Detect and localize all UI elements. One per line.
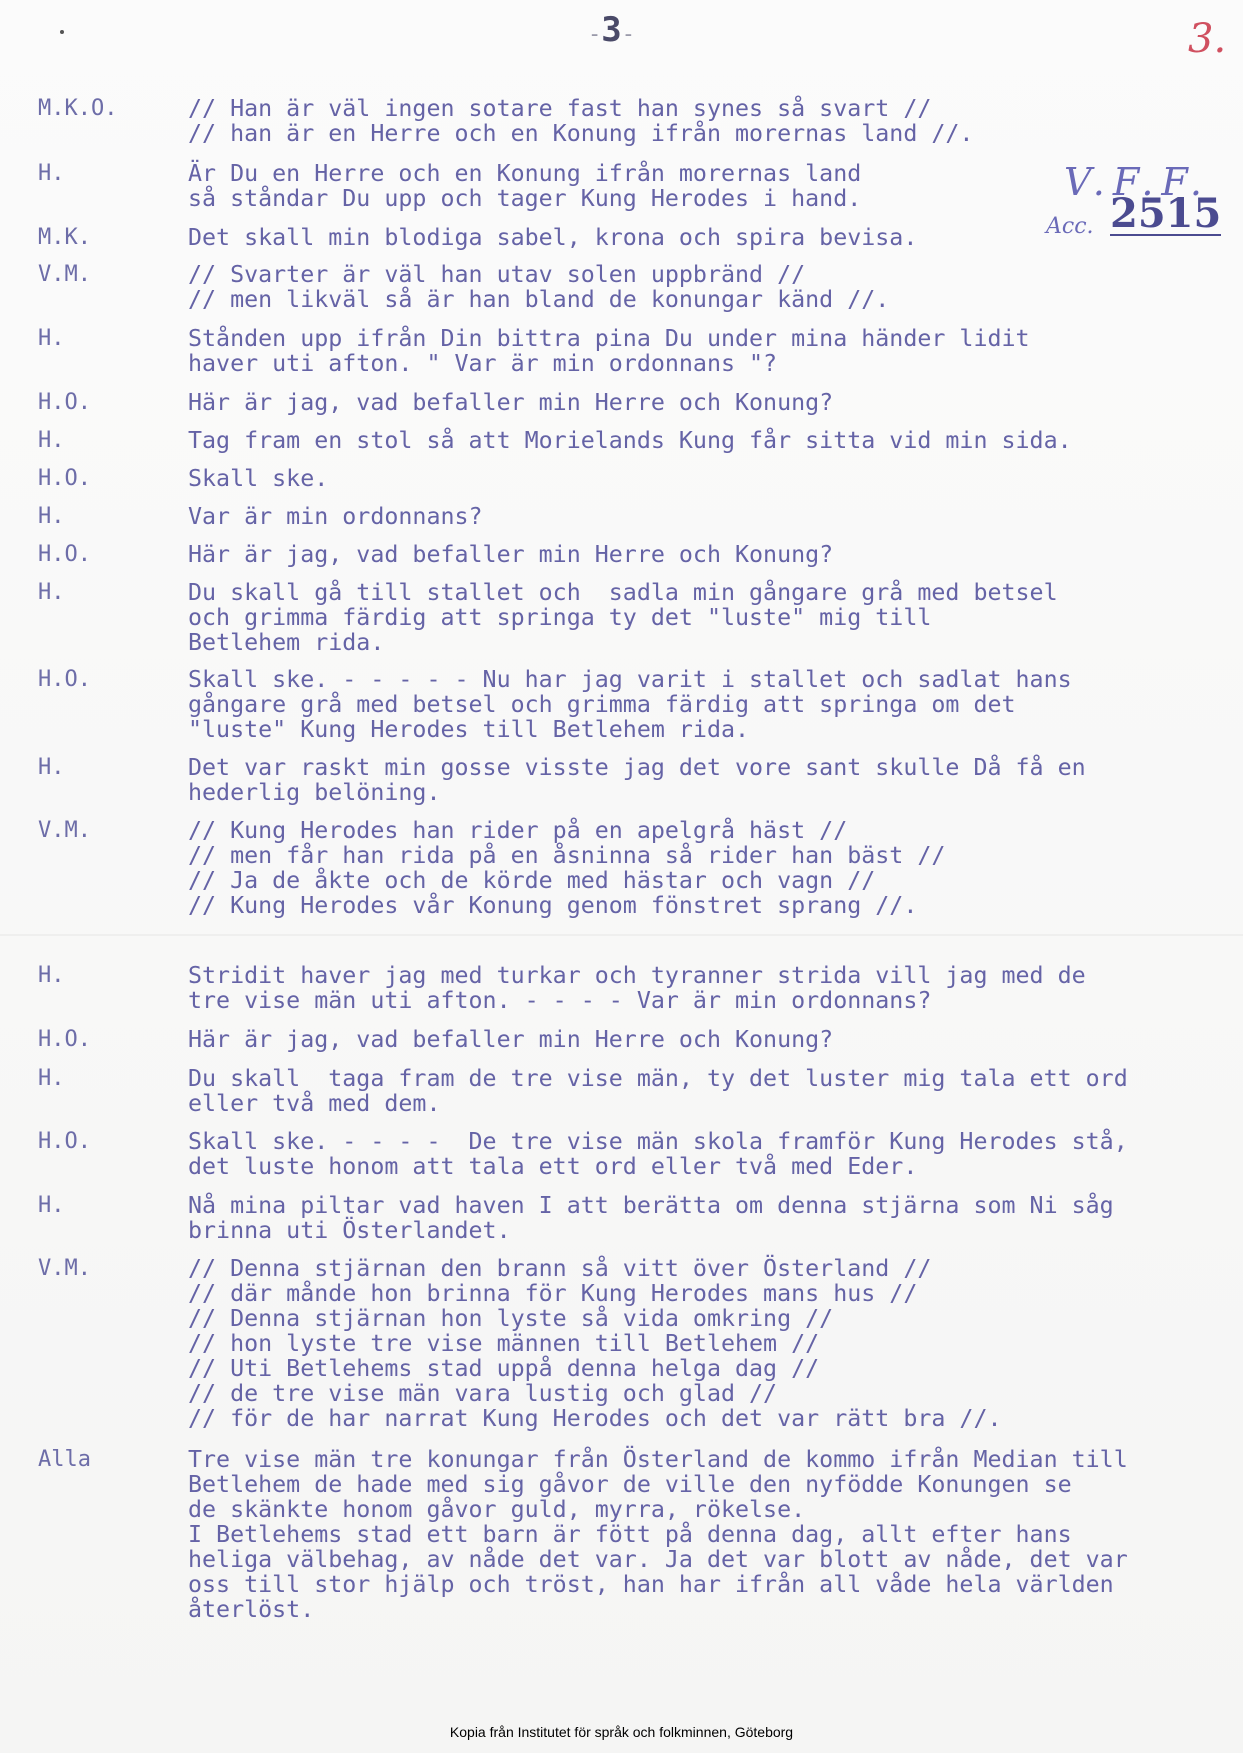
dialogue-text — [188, 1129, 1128, 1179]
text-line: hederlig belöning. — [188, 779, 441, 806]
text-line: Skall ske. — [188, 465, 329, 492]
text-line: // Han är väl ingen sotare fast han synes så svart // — [188, 95, 932, 122]
dialogue-text — [188, 504, 483, 529]
text-line: // Ja de åkte och de körde med hästar och vagn // — [188, 867, 876, 894]
text-line: Tag fram en stol så att Morielands Kung får sitta vid min sida. — [188, 427, 1072, 454]
text-line: så ståndar Du upp och tager Kung Herodes i hand. — [188, 185, 862, 212]
dialogue-text — [188, 755, 1086, 805]
text-line: Stånden upp ifrån Din bittra pina Du under mina händer lidit — [188, 325, 1030, 352]
corner-page-number: 3. — [1188, 16, 1227, 62]
speaker-label: H. — [38, 504, 65, 529]
text-line: och grimma färdig att springa ty det "luste" mig till — [188, 604, 932, 631]
stamp-acc: Acc. — [1046, 214, 1094, 239]
speaker-label: H.O. — [38, 1129, 91, 1154]
speaker-label: H. — [38, 326, 65, 351]
text-line: Betlehem de hade med sig gåvor de ville den nyfödde Konungen se — [188, 1471, 1072, 1498]
text-line: // men får han rida på en åsninna så rider han bäst // — [188, 842, 946, 869]
page-number — [588, 10, 635, 50]
speaker-label: V.M. — [38, 262, 91, 287]
text-line: Är Du en Herre och en Konung ifrån morernas land — [188, 160, 862, 187]
text-line: gångare grå med betsel och grimma färdig att springa om det — [188, 691, 1016, 718]
speaker-label: H.O. — [38, 1027, 91, 1052]
speaker-label: H. — [38, 1066, 65, 1091]
text-line: Här är jag, vad befaller min Herre och Konung? — [188, 1026, 834, 1053]
dialogue-text — [188, 1066, 1128, 1116]
text-line: Skall ske. - - - - - Nu har jag varit i stallet och sadlat hans — [188, 666, 1072, 693]
text-line: I Betlehems stad ett barn är fött på denna dag, allt efter hans — [188, 1521, 1072, 1548]
page-number-dash-right: - — [621, 22, 635, 47]
text-line: // för de har narrat Kung Herodes och det var rätt bra //. — [188, 1405, 1002, 1432]
dialogue-text — [188, 1447, 1128, 1622]
text-line: brinna uti Österlandet. — [188, 1217, 511, 1244]
dialogue-text — [188, 262, 889, 312]
text-line: // Denna stjärnan den brann så vitt över Österland // — [188, 1255, 932, 1282]
archive-footer: Kopia från Institutet för språk och folkminnen, Göteborg — [449, 1724, 794, 1740]
text-line: // hon lyste tre vise männen till Betlehem // — [188, 1330, 820, 1357]
text-line: // han är en Herre och en Konung ifrån morernas land //. — [188, 120, 974, 147]
dialogue-text — [188, 390, 833, 415]
page-number-value: 3 — [601, 10, 622, 50]
text-line: oss till stor hjälp och tröst, han har ifrån all våde hela världen — [188, 1571, 1114, 1598]
speaker-label: H.O. — [38, 390, 91, 415]
text-line: "luste" Kung Herodes till Betlehem rida. — [188, 716, 750, 743]
text-line: Skall ske. - - - - De tre vise män skola framför Kung Herodes stå, — [188, 1128, 1128, 1155]
speaker-label: Alla — [38, 1447, 91, 1472]
text-line: återlöst. — [188, 1596, 315, 1623]
dialogue-text — [188, 225, 917, 250]
speaker-label: H.O. — [38, 466, 91, 491]
dialogue-text — [188, 818, 945, 918]
text-line: // Svarter är väl han utav solen uppbränd // — [188, 261, 806, 288]
speaker-label: H. — [38, 1193, 65, 1218]
speaker-label: V.M. — [38, 1256, 91, 1281]
dialogue-text — [188, 1193, 1114, 1243]
text-line: // Denna stjärnan hon lyste så vida omkring // — [188, 1305, 834, 1332]
text-line: Här är jag, vad befaller min Herre och Konung? — [188, 541, 834, 568]
text-line: Stridit haver jag med turkar och tyranner strida vill jag med de — [188, 962, 1086, 989]
text-line: // men likväl så är han bland de konungar känd //. — [188, 286, 890, 313]
dialogue-text — [188, 428, 1072, 453]
dialogue-text — [188, 96, 973, 146]
text-line: // Uti Betlehems stad uppå denna helga dag // — [188, 1355, 820, 1382]
speaker-label: H.O. — [38, 542, 91, 567]
text-line: Tre vise män tre konungar från Österland de kommo ifrån Median till — [188, 1446, 1128, 1473]
speaker-label: H. — [38, 580, 65, 605]
speaker-label: H. — [38, 963, 65, 988]
text-line: de skänkte honom gåvor guld, myrra, rökelse. — [188, 1496, 806, 1523]
ink-speck — [60, 30, 64, 34]
text-line: // de tre vise män vara lustig och glad // — [188, 1380, 778, 1407]
speaker-label: H.O. — [38, 667, 91, 692]
text-line: Det skall min blodiga sabel, krona och spira bevisa. — [188, 224, 918, 251]
page-number-dash-left: - — [588, 22, 602, 47]
speaker-label: H. — [38, 428, 65, 453]
paper-fold — [0, 934, 1243, 936]
text-line: det luste honom att tala ett ord eller två med Eder. — [188, 1153, 918, 1180]
text-line: tre vise män uti afton. - - - - Var är min ordonnans? — [188, 987, 932, 1014]
archive-stamp — [1040, 160, 1222, 245]
speaker-label: H. — [38, 755, 65, 780]
text-line: // Kung Herodes han rider på en apelgrå häst // — [188, 817, 848, 844]
text-line: Du skall taga fram de tre vise män, ty det luster mig tala ett ord — [188, 1065, 1128, 1092]
text-line: Nå mina piltar vad haven I att berätta om denna stjärna som Ni såg — [188, 1192, 1114, 1219]
dialogue-text — [188, 542, 833, 567]
dialogue-text — [188, 1027, 833, 1052]
text-line: haver uti afton. " Var är min ordonnans "? — [188, 350, 778, 377]
dialogue-text — [188, 466, 328, 491]
speaker-label: H. — [38, 161, 65, 186]
stamp-number: 2515 — [1110, 190, 1222, 237]
text-line: // Kung Herodes vår Konung genom fönstret sprang //. — [188, 892, 918, 919]
text-line: Betlehem rida. — [188, 629, 385, 656]
speaker-label: M.K.O. — [38, 96, 118, 121]
stamp-initials: V.F.F. — [1064, 160, 1210, 204]
dialogue-text — [188, 963, 1086, 1013]
dialogue-text — [188, 161, 861, 211]
dialogue-text — [188, 326, 1030, 376]
dialogue-text — [188, 1256, 1002, 1431]
text-line: Här är jag, vad befaller min Herre och Konung? — [188, 389, 834, 416]
text-line: Du skall gå till stallet och sadla min gångare grå med betsel — [188, 579, 1058, 606]
text-line: Var är min ordonnans? — [188, 503, 483, 530]
text-line: eller två med dem. — [188, 1090, 441, 1117]
speaker-label: M.K. — [38, 225, 91, 250]
text-line: Det var raskt min gosse visste jag det vore sant skulle Då få en — [188, 754, 1086, 781]
text-line: // där månde hon brinna för Kung Herodes mans hus // — [188, 1280, 918, 1307]
dialogue-text — [188, 667, 1072, 742]
text-line: heliga välbehag, av nåde det var. Ja det var blott av nåde, det var — [188, 1546, 1128, 1573]
dialogue-text — [188, 580, 1058, 655]
speaker-label: V.M. — [38, 818, 91, 843]
